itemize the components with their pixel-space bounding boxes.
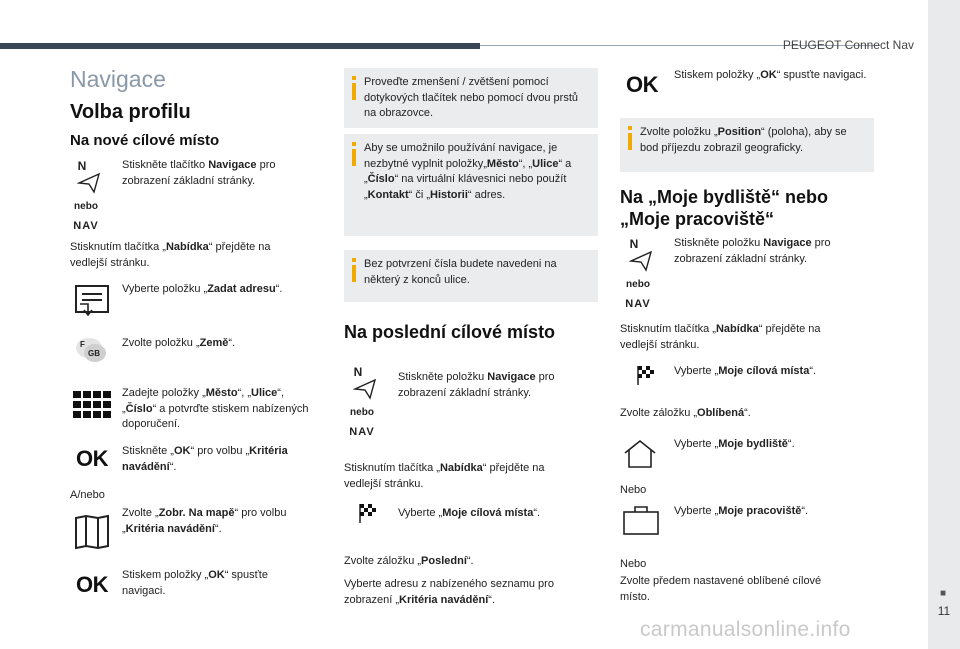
step-text: Stiskněte tlačítko Navigace pro zobrazení základní stránky.: [122, 159, 276, 187]
page-edge-strip: [928, 0, 960, 649]
nav-icon-label: NAV: [625, 298, 651, 310]
step-text: Zvolte položku „Země“.: [122, 337, 236, 349]
step-text: Stiskem položky „OK“ spusťte navigaci.: [122, 569, 268, 597]
step-text: Zvolte záložku „Oblíbená“.: [620, 407, 751, 419]
heading-line: „Moje pracoviště“: [620, 209, 775, 229]
step-text: Stisknutím tlačítka „Nabídka“ přejděte na vedlejší stránku.: [620, 323, 821, 351]
navigation-arrow-icon: [629, 250, 653, 272]
step-text: Zvolte záložku „Poslední“.: [344, 555, 474, 567]
step-text: Stiskněte položku Navigace pro zobrazení základní stránky.: [674, 237, 831, 265]
page-number: 11: [937, 604, 951, 618]
info-text: Aby se umožnilo používání navigace, je nezbytné vyplnit položky„Město“, „Ulice“ a „Číslo“ na virtuální klávesnici nebo použít „Kontakt“ či „Historii“ adres.: [364, 142, 572, 201]
header-rule: [0, 43, 480, 49]
info-box-fields: [344, 134, 598, 236]
flag-label-f: F: [80, 340, 85, 349]
or-text: A/nebo: [70, 489, 105, 501]
ok-icon: OK: [76, 446, 108, 471]
home-icon: [622, 438, 658, 470]
step-text: Stiskem položky „OK“ spusťte navigaci.: [674, 69, 867, 81]
address-keyboard-icon: [74, 284, 110, 318]
heading-line: Na „Moje bydliště“ nebo: [620, 187, 829, 207]
step-text: Vyberte „Moje pracoviště“.: [674, 505, 809, 517]
step-text: Vyberte adresu z nabízeného seznamu pro zobrazení „Kritéria navádění“.: [344, 578, 554, 606]
step-text: Vyberte položku „Zadat adresu“.: [122, 283, 283, 295]
step-text: Zvolte „Zobr. Na mapě“ pro volbu „Kritéria navádění“.: [122, 507, 287, 535]
nav-icon-nebo: nebo: [74, 201, 98, 212]
info-icon: [352, 142, 356, 166]
navigation-arrow-icon: [353, 378, 377, 400]
info-box-number: [344, 250, 598, 302]
map-icon: [74, 514, 110, 550]
nav-icon-n: N: [629, 237, 639, 251]
info-box-zoom: [344, 68, 598, 128]
heading-posledni-misto: Na poslední cílové místo: [344, 322, 556, 342]
work-briefcase-icon: [622, 504, 660, 536]
nav-icon-n: N: [353, 365, 363, 379]
step-text: Stisknutím tlačítka „Nabídka“ přejděte na vedlejší stránku.: [344, 462, 545, 490]
step-text: Zvolte předem nastavené oblíbené cílové místo.: [620, 575, 822, 603]
info-text: Proveďte zmenšení / zvětšení pomocí dotykových tlačítek nebo pomocí dvou prstů na obrazovce.: [364, 76, 579, 119]
or-text: Nebo: [620, 484, 647, 496]
step-text: Stiskněte položku Navigace pro zobrazení základní stránky.: [398, 371, 555, 399]
ok-icon: OK: [626, 72, 658, 97]
checkered-flag-icon: [358, 502, 378, 524]
nav-icon-nebo: nebo: [626, 279, 650, 290]
watermark: carmanualsonline.info: [640, 618, 851, 641]
nav-button-icon: [618, 238, 658, 310]
country-flag-icon: [76, 338, 106, 364]
checkered-flag-icon: [636, 364, 656, 386]
heading-bydliste-pracoviste: [620, 186, 828, 230]
ok-icon: OK: [76, 572, 108, 597]
navigation-arrow-icon: [77, 172, 101, 194]
nav-icon-label: NAV: [73, 220, 99, 232]
step-text: Vyberte „Moje cílová místa“.: [398, 507, 541, 519]
step-text: Stiskněte „OK“ pro volbu „Kritéria navádění“.: [122, 445, 288, 473]
step-text: Zadejte položky „Město“, „Ulice“, „Číslo“ a potvrďte stiskem nabízených doporučení.: [122, 387, 309, 430]
heading-volba-profilu: Volba profilu: [70, 101, 191, 123]
nav-button-icon: [66, 160, 106, 232]
end-marker: ■: [940, 588, 947, 599]
info-box-position: [620, 118, 874, 172]
nav-button-icon: [342, 366, 382, 438]
running-header: PEUGEOT Connect Nav: [782, 38, 914, 52]
step-text: Vyberte „Moje bydliště“.: [674, 438, 795, 450]
info-icon: [628, 126, 632, 150]
keyboard-grid-icon: [73, 391, 111, 419]
subheading-nove-misto: Na nové cílové místo: [70, 132, 220, 149]
nav-icon-nebo: nebo: [350, 407, 374, 418]
step-text: Vyberte „Moje cílová místa“.: [674, 365, 817, 377]
flag-label-gb: GB: [88, 349, 100, 358]
info-text: Zvolte položku „Position“ (poloha), aby se bod příjezdu zobrazil geograficky.: [640, 126, 847, 154]
nav-icon-label: NAV: [349, 426, 375, 438]
info-icon: [352, 76, 356, 100]
info-text: Bez potvrzení čísla budete navedeni na některý z konců ulice.: [364, 258, 557, 286]
info-icon: [352, 258, 356, 282]
nav-icon-n: N: [77, 159, 87, 173]
section-label: Navigace: [70, 66, 166, 92]
step-text: Stisknutím tlačítka „Nabídka“ přejděte na vedlejší stránku.: [70, 241, 271, 269]
or-text: Nebo: [620, 558, 647, 570]
